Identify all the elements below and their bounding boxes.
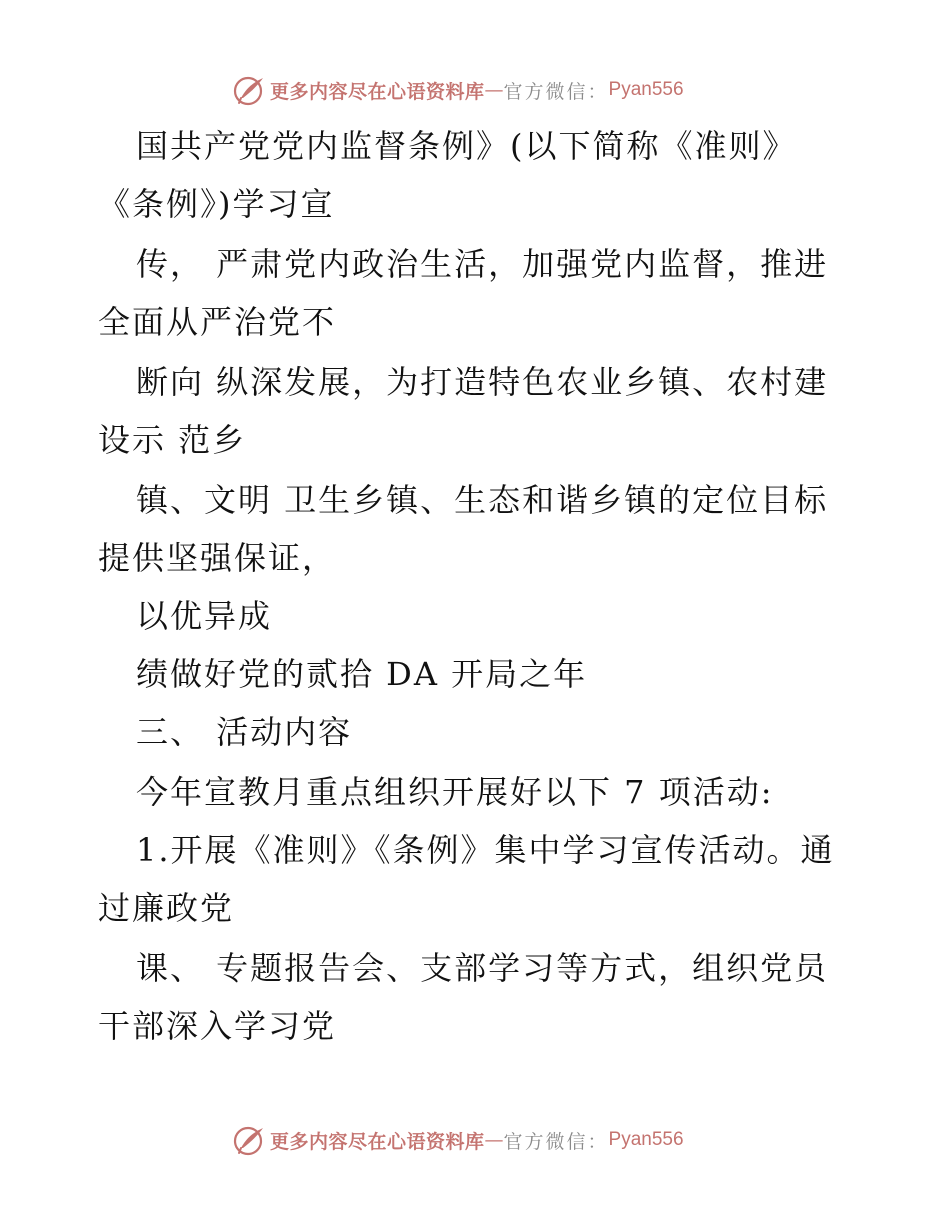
body-line: 以优异成 (136, 597, 273, 635)
watermark-dash: — (484, 79, 504, 101)
body-line: 干部深入学习党 (98, 1007, 337, 1045)
body-line: 今年宣教月重点组织开展好以下 7 项活动: (136, 773, 774, 811)
watermark-wechat-id: Pyan556 (608, 1129, 684, 1150)
watermark-sub-text: 官方微信： (503, 1130, 609, 1153)
body-line: 国共产党党内监督条例》(以下简称《准则》 (136, 127, 797, 165)
watermark-wechat-id: Pyan556 (608, 79, 684, 100)
feather-pen-icon (232, 73, 266, 107)
body-line: 全面从严治党不 (98, 303, 337, 341)
list-item: 1.开展《准则》《条例》集中学习宣传活动。通 (136, 831, 835, 869)
body-line: 过廉政党 (98, 889, 235, 927)
watermark-main-text: 更多内容尽在心语资料库 (270, 1130, 485, 1153)
header-watermark (232, 72, 752, 108)
feather-pen-icon (232, 1123, 266, 1157)
watermark-main-text: 更多内容尽在心语资料库 (270, 80, 485, 103)
body-line: 《条例》)学习宣 (98, 185, 335, 223)
body-line: 镇、文明 卫生乡镇、生态和谐乡镇的定位目标 (136, 481, 829, 519)
body-line: 传， 严肃党内政治生活，加强党内监督，推进 (136, 245, 829, 283)
footer-watermark (232, 1122, 752, 1158)
body-line: 设示 范乡 (98, 421, 247, 459)
body-line: 课、 专题报告会、支部学习等方式，组织党员 (136, 949, 829, 987)
watermark-sub-text: 官方微信： (503, 80, 609, 103)
section-heading: 三、 活动内容 (136, 713, 353, 751)
watermark-dash: — (484, 1129, 504, 1151)
body-line: 断向 纵深发展，为打造特色农业乡镇、农村建 (136, 363, 829, 401)
body-line: 提供坚强保证， (98, 539, 337, 577)
body-line: 绩做好党的贰拾 DA 开局之年 (136, 655, 588, 693)
